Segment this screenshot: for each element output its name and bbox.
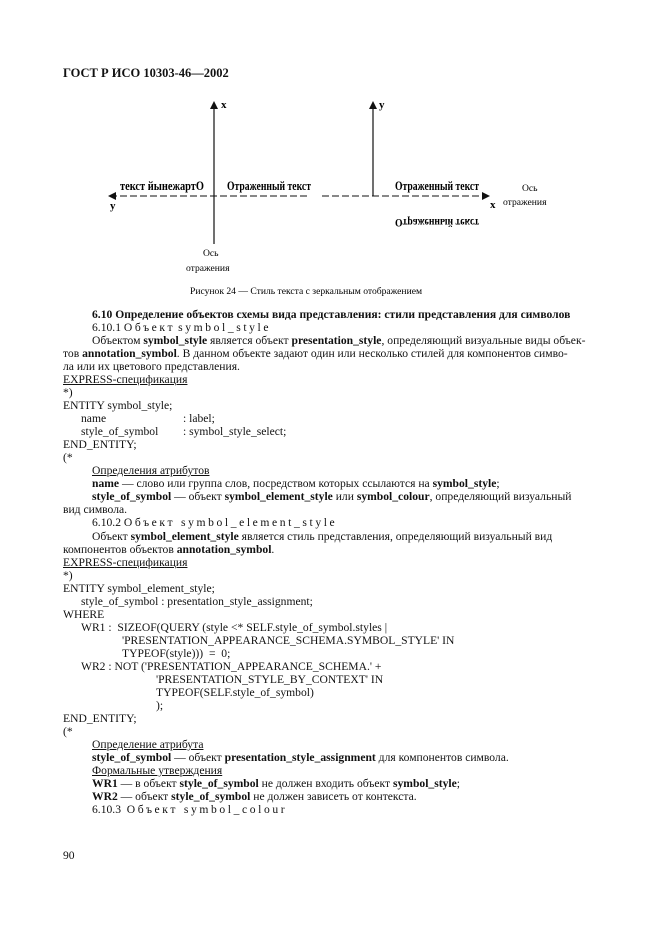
text-line [92,738,203,751]
text-run: , определяющий визуальные виды объек- [381,334,586,347]
text-run: (* [63,451,73,464]
text-run: Объект [126,803,179,816]
text-run: symbol_style [432,477,497,490]
text-line [156,686,314,699]
text-run: END_ENTITY; [63,712,137,725]
right-mirrored-text: Отраженный текст [395,178,480,194]
text-run: WR2 : NOT ('PRESENTATION_APPEARANCE_SCHEMA.' + [81,660,382,673]
text-run: Объектом [92,334,144,347]
text-run: ENTITY symbol_element_style; [63,582,215,595]
text-run: ); [156,699,164,712]
text-line [63,503,127,516]
text-line [122,647,230,660]
text-run: — объект [171,490,225,503]
text-run: тов [63,347,83,360]
text-run: : symbol_style_select; [183,425,287,438]
text-run: style_of_symbol [92,751,172,764]
right-axis-caption-2: отражения [503,197,547,208]
text-run: symbol_style [178,321,272,334]
page-number: 90 [63,849,75,862]
right-reflected-text: Отраженный текст [395,216,480,228]
left-axis-x-label: x [221,99,227,111]
text-run: , определяющий визуальный [429,490,572,503]
text-run: 'PRESENTATION_STYLE_BY_CONTEXT' IN [156,673,384,686]
text-line [63,438,137,451]
text-line [92,803,287,816]
text-run: name [81,412,107,425]
left-axis-caption-1: Ось [203,248,219,259]
text-run: (* [63,725,73,738]
text-run: ; [496,477,500,490]
text-run: style_of_symbol [171,790,251,803]
text-run: symbol_colour [356,490,430,503]
right-axis-y-label: y [379,99,385,111]
text-run: END_ENTITY; [63,438,137,451]
text-run: TYPEOF(style))) = 0; [122,647,231,660]
text-run: symbol_element_style [130,530,239,543]
text-line [92,464,209,477]
text-line [92,777,460,790]
text-line [63,543,274,556]
text-run: Объект [123,516,176,529]
left-axis-caption-2: отражения [186,263,230,274]
text-line [63,399,172,412]
text-line [63,373,187,386]
text-run: annotation_symbol [82,347,177,360]
text-line [156,673,383,686]
text-run: symbol_style [393,777,457,790]
text-line [122,634,454,647]
text-run: *) [63,386,73,399]
text-run: ла или их цветового представления. [63,360,240,373]
text-line [63,569,73,582]
text-run: — слово или группа слов, посредством которых ссылаются на [119,477,433,490]
text-run: presentation_style_assignment [224,751,376,764]
text-run: TYPEOF(SELF.style_of_symbol) [156,686,314,699]
text-line [92,334,585,347]
text-line [92,490,571,503]
text-line [156,699,163,712]
text-line [63,347,568,360]
text-run: для компонентов символа. [375,751,509,764]
text-run: ENTITY symbol_style; [63,399,173,412]
text-run: Формальные утверждения [92,764,223,777]
text-run: — объект [171,751,225,764]
text-run: . [271,543,275,556]
text-run: Объект [123,321,176,334]
text-run: 6.10.2 [92,516,124,529]
text-line [92,308,570,321]
text-line [92,516,337,529]
text-line [81,621,387,634]
text-line [63,712,137,725]
left-mirrored-text: Отраженный текст [227,178,312,194]
document-header: ГОСТ Р ИСО 10303-46—2002 [63,66,229,80]
text-line [81,595,313,608]
text-run: style_of_symbol [179,777,259,790]
text-run: symbol_colour [183,803,288,816]
left-axis-arrow-left [108,192,116,200]
text-run: symbol_element_style [224,490,333,503]
text-run: 6.10.1 [92,321,124,334]
text-run: 6.10.3 [92,803,127,816]
right-axis-caption-1: Ось [522,183,538,194]
text-run: Объект [92,530,131,543]
text-run: — в объект [117,777,180,790]
text-run: не должен входить объект [258,777,393,790]
text-run: является стиль представления, определяющий визуальный вид [238,530,553,543]
right-axis-arrow-right [482,192,490,200]
text-run: 6.10 Определение объектов схемы вида представления: стили представления для символов [92,308,571,321]
text-line [81,412,215,425]
text-line [63,582,215,595]
left-axis-y-label: y [110,200,116,212]
text-run: или [332,490,357,503]
text-run: WR2 [92,790,118,803]
text-line [92,751,509,764]
text-line [92,477,500,490]
text-line [63,360,240,373]
text-run: presentation_style [291,334,382,347]
text-line [63,556,187,569]
left-reflected-text: текст йынежартО [120,178,204,194]
text-run: ; [456,777,460,790]
text-run: : label; [183,412,215,425]
text-run: — объект [117,790,172,803]
text-line [92,764,222,777]
text-run: *) [63,569,73,582]
text-run: вид символа. [63,503,128,516]
text-line [92,321,271,334]
text-run: style_of_symbol : presentation_style_assignment; [81,595,313,608]
text-line [63,725,73,738]
text-run: Определение атрибута [92,738,204,751]
text-run: symbol_style [143,334,208,347]
text-run: WHERE [63,608,105,621]
figure-caption: Рисунок 24 — Стиль текста с зеркальным отображением [190,286,423,297]
text-run: WR1 : SIZEOF(QUERY (style <* SELF.style_of_symbol.styles | [81,621,388,634]
text-run: 'PRESENTATION_APPEARANCE_SCHEMA.SYMBOL_STYLE' IN [122,634,455,647]
text-line [92,790,417,803]
text-line [81,425,287,438]
text-run: style_of_symbol [92,490,172,503]
text-line [63,386,73,399]
text-run: EXPRESS-спецификация [63,373,188,386]
text-run: . В данном объекте задают один или несколько стилей для компонентов симво- [176,347,568,360]
text-run: name [92,477,120,490]
text-run: является объект [207,334,292,347]
text-run: не должен зависеть от контекста. [250,790,417,803]
text-line [81,660,381,673]
right-axis-arrow-up [369,101,377,109]
right-axis-x-label: x [490,199,496,211]
figure-24 [0,0,661,300]
text-run: Определения атрибутов [92,464,210,477]
text-run: WR1 [92,777,118,790]
text-run: компонентов объектов [63,543,177,556]
text-line [63,451,73,464]
text-run: EXPRESS-спецификация [63,556,188,569]
left-axis-arrow-up [210,101,218,109]
text-line [92,530,552,543]
text-run: style_of_symbol [81,425,159,438]
text-run: symbol_element_style [180,516,338,529]
text-line [63,608,104,621]
text-run: annotation_symbol [176,543,272,556]
